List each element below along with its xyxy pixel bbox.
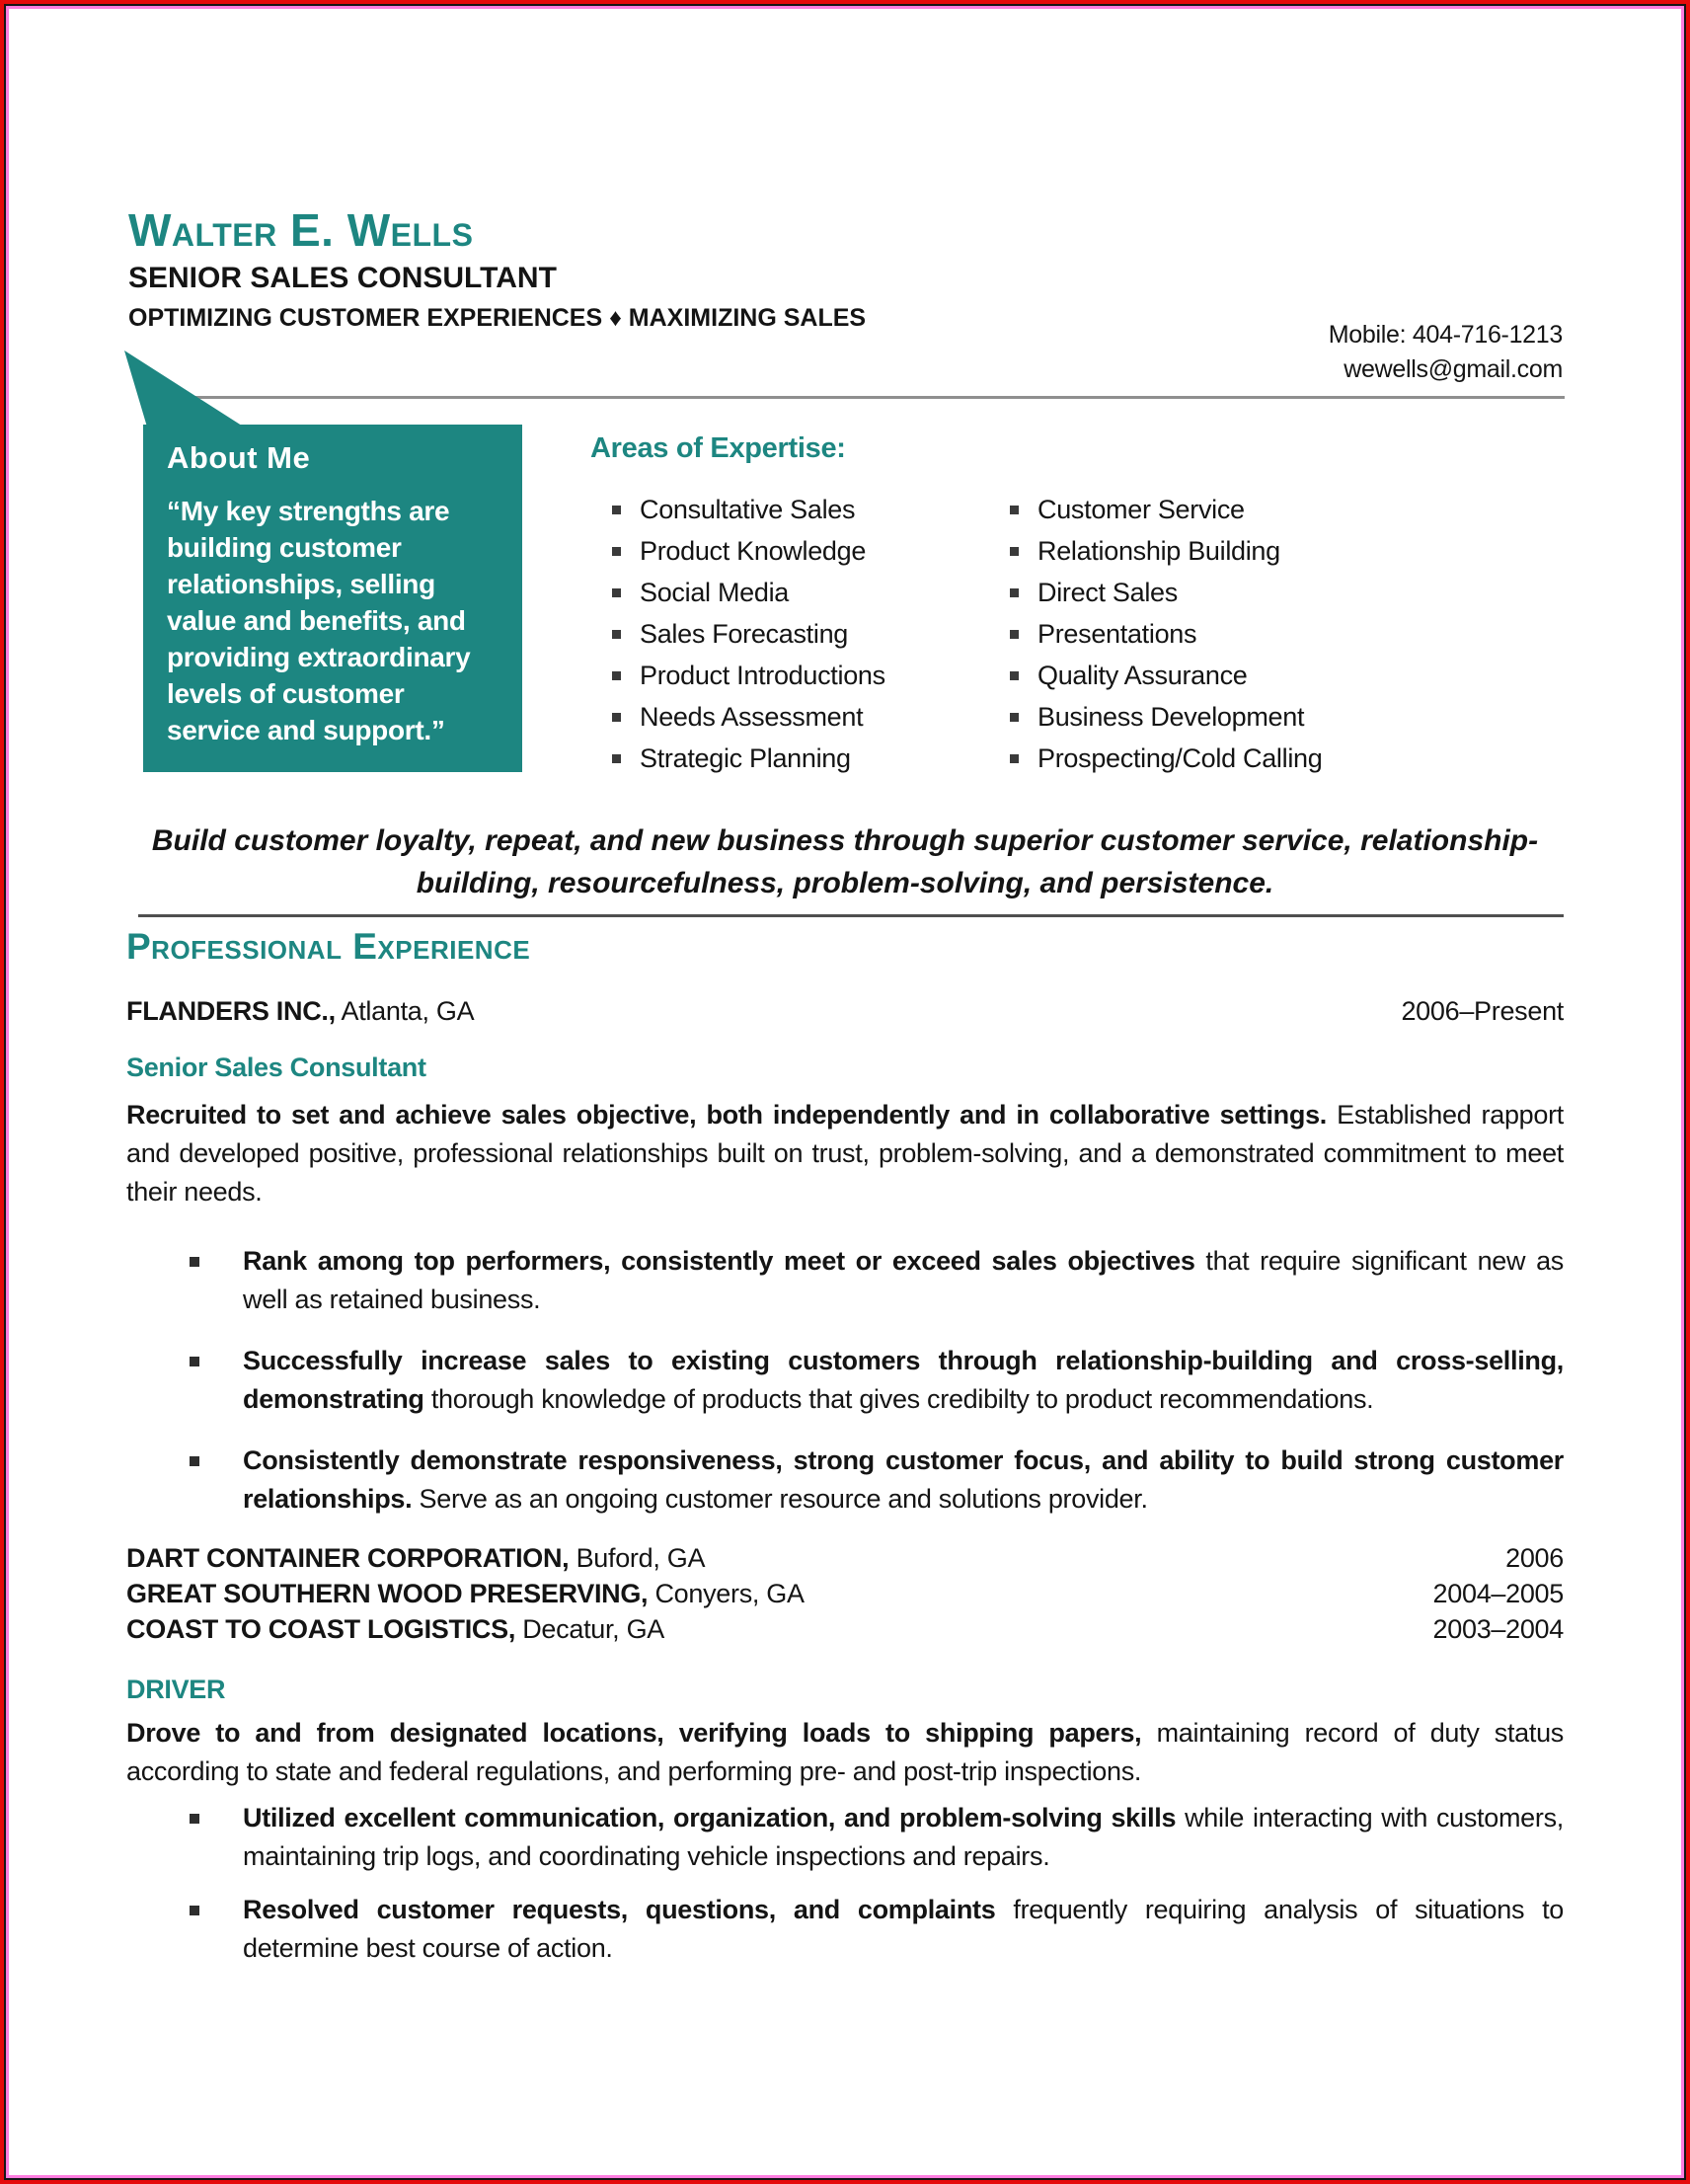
experience-bullet [126,1342,1564,1419]
role-title-driver: DRIVER [126,1675,226,1704]
contact-block [1329,318,1563,387]
bullet-square-icon [612,547,621,556]
bullet-square-icon [612,630,621,639]
list-item [590,738,988,779]
list-item [988,655,1322,696]
list-item [590,613,988,655]
list-item [590,572,988,613]
bullet-square-icon [612,671,621,680]
intro-rest-text: Established rapport and developed positive, professional relationships built on trust, problem-solving, and a demonstrated commitment to meet their needs. [126,1100,1565,1207]
bullet-square-icon [612,506,621,514]
experience-bullet [126,1442,1564,1519]
bullet-bold-text: Successfully increase sales to existing customers through relationship-building and cross-selling, demonstrating [243,1346,1564,1414]
driver-bullet-list [126,1799,1564,1983]
expertise-item-label: Quality Assurance [1037,660,1248,690]
bullet-rest-text: while interacting with customers, maintaining trip logs, and coordinating vehicle inspections and repairs. [243,1803,1564,1871]
bullet-square-icon [190,1357,199,1366]
section-heading-professional-experience: Professional Experience [126,926,531,967]
bullet-rest-text: thorough knowledge of products that gives credibilty to product recommendations. [423,1384,1374,1414]
driver-intro-paragraph [126,1714,1564,1791]
contact-email: wewells@gmail.com [1344,355,1563,383]
expertise-item-label: Needs Assessment [640,701,864,732]
contact-mobile: Mobile: 404-716-1213 [1328,321,1563,349]
expertise-column-1 [590,489,988,779]
header-block [128,204,867,333]
company-row [126,1540,1564,1576]
bullet-square-icon [190,1906,199,1915]
company-row [126,1576,1564,1611]
areas-of-expertise [590,432,1573,779]
bullet-square-icon [1010,713,1019,722]
bullet-bold-text: Resolved customer requests, questions, and complaints [243,1895,996,1924]
expertise-item-label: Business Development [1037,701,1305,732]
bullet-square-icon [190,1814,199,1824]
bullet-square-icon [1010,547,1019,556]
company-name-location [126,1576,805,1611]
bullet-bold-text: Utilized excellent communication, organization, and problem-solving skills [243,1803,1177,1833]
list-item [988,738,1322,779]
bullet-rest-text: frequently requiring analysis of situations to determine best course of action. [243,1895,1564,1963]
person-job-title: SENIOR SALES CONSULTANT [128,262,557,294]
company-name-location [126,1540,705,1576]
bullet-square-icon [1010,754,1019,763]
bullet-square-icon [1010,588,1019,597]
company-name: GREAT SOUTHERN WOOD PRESERVING, [126,1579,649,1608]
list-item [988,613,1322,655]
list-item [988,530,1322,572]
driver-bullet [126,1799,1564,1876]
company-row [126,1611,1564,1647]
list-item [590,530,988,572]
expertise-column-2 [988,489,1322,779]
bullet-square-icon [1010,630,1019,639]
company-name: FLANDERS INC., [126,996,336,1026]
expertise-item-label: Direct Sales [1037,577,1178,607]
expertise-columns [590,489,1573,779]
expertise-item-label: Relationship Building [1037,535,1280,566]
company-dates: 2006 [1505,1543,1564,1573]
company-location: Decatur, GA [515,1614,664,1644]
company-name: COAST TO COAST LOGISTICS, [126,1614,516,1644]
company-name-location [126,1611,664,1647]
list-item [988,489,1322,530]
speech-bubble-pointer-icon [124,351,245,428]
company-dates: 2006–Present [1401,996,1564,1026]
bullet-rest-text: Serve as an ongoing customer resource and solutions provider. [412,1484,1148,1514]
list-item [590,655,988,696]
header-divider [153,396,1565,399]
company-name: DART CONTAINER CORPORATION, [126,1543,570,1573]
bullet-square-icon [612,754,621,763]
header-tagline: OPTIMIZING CUSTOMER EXPERIENCES ♦ MAXIMIZING SALES [128,304,867,332]
intro-bold-text: Drove to and from designated locations, verifying loads to shipping papers, [126,1718,1142,1748]
list-item [988,696,1322,738]
expertise-item-label: Presentations [1037,618,1197,649]
company-location: Conyers, GA [648,1579,805,1608]
company-name-location [126,993,474,1029]
about-me-quote: “My key strengths are building customer relationships, selling value and benefits, and providing extraordinary levels of customer service and support.” [167,496,471,745]
expertise-item-label: Consultative Sales [640,494,856,524]
bullet-square-icon [612,588,621,597]
role-intro-paragraph [126,1096,1564,1211]
experience-bullet [126,1242,1564,1319]
bullet-square-icon [190,1456,199,1466]
about-me-heading: About Me [167,440,311,475]
person-name: Walter E. Wells [128,204,474,256]
bullet-square-icon [190,1257,199,1267]
expertise-item-label: Product Introductions [640,660,885,690]
bullet-bold-text: Consistently demonstrate responsiveness, strong customer focus, and ability to build strong customer relationships. [243,1445,1564,1514]
role-title: Senior Sales Consultant [126,1053,426,1082]
section-divider [138,914,1564,917]
expertise-item-label: Social Media [640,577,789,607]
expertise-heading: Areas of Expertise: [590,432,846,464]
bullet-rest-text: that require significant new as well as retained business. [243,1246,1564,1314]
intro-bold-text: Recruited to set and achieve sales objective, both independently and in collaborative settings. [126,1100,1327,1130]
bullet-square-icon [1010,506,1019,514]
company-dates: 2003–2004 [1432,1614,1564,1644]
driver-bullet [126,1891,1564,1968]
bullet-bold-text: Rank among top performers, consistently meet or exceed sales objectives [243,1246,1195,1276]
company-dates: 2004–2005 [1432,1579,1564,1608]
company-location: Buford, GA [569,1543,706,1573]
list-item [988,572,1322,613]
summary-statement: Build customer loyalty, repeat, and new business through superior customer service, relationship-building, resourcefulness, problem-solving, and persistence. [151,824,1539,899]
company-row [126,993,1564,1029]
about-me-callout [143,425,522,772]
company-location: Atlanta, GA [335,996,475,1026]
list-item [590,696,988,738]
earlier-companies-list [126,1540,1564,1647]
list-item [590,489,988,530]
expertise-item-label: Sales Forecasting [640,618,849,649]
experience-bullet-list [126,1242,1564,1541]
expertise-item-label: Customer Service [1037,494,1245,524]
intro-rest-text: maintaining record of duty status according to state and federal regulations, and performing pre- and post-trip inspections. [126,1718,1564,1786]
bullet-square-icon [612,713,621,722]
bullet-square-icon [1010,671,1019,680]
expertise-item-label: Prospecting/Cold Calling [1037,742,1323,773]
expertise-item-label: Product Knowledge [640,535,867,566]
expertise-item-label: Strategic Planning [640,742,851,773]
